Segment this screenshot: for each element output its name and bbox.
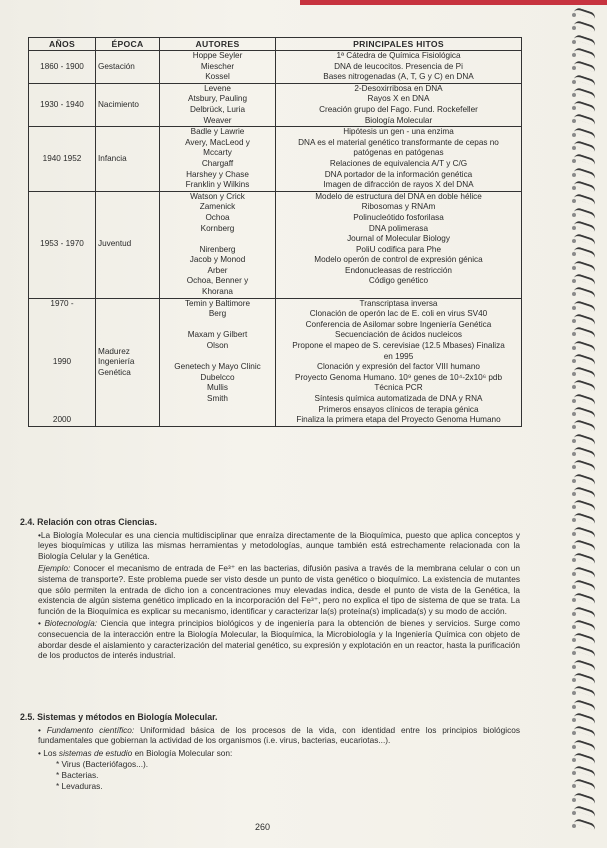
milestone-text: Proyecto Genoma Humano. 10⁹ genes de 10⁴-2x10⁶ pdb bbox=[294, 372, 503, 382]
punch-hole bbox=[572, 412, 576, 416]
punch-hole bbox=[572, 811, 576, 815]
milestone-text: Polinucleótido fosforilasa bbox=[353, 212, 444, 222]
punch-hole bbox=[572, 306, 576, 310]
punch-hole bbox=[572, 226, 576, 230]
milestones-cell bbox=[276, 298, 522, 426]
punch-hole bbox=[572, 26, 576, 30]
spiral-coil bbox=[574, 432, 597, 445]
punch-hole bbox=[572, 13, 576, 17]
spiral-coil bbox=[574, 259, 597, 272]
punch-hole bbox=[572, 558, 576, 562]
punch-hole bbox=[572, 745, 576, 749]
foundation-text: Uniformidad básica de los procesos de la vida, con identidad entre los principios biológicos fundamentales que gobiernan la actividad de los organismos (i.e. virus, bacterias, eucariotas...). bbox=[38, 724, 520, 746]
punch-hole bbox=[572, 824, 576, 828]
example-paragraph bbox=[38, 563, 520, 616]
punch-hole bbox=[572, 452, 576, 456]
spiral-coil bbox=[574, 60, 597, 73]
author-name: Mccarty bbox=[203, 148, 232, 158]
table-row bbox=[29, 83, 522, 126]
punch-hole bbox=[572, 80, 576, 84]
spiral-coil bbox=[574, 645, 597, 658]
milestone-text: DNA portador de la información genética bbox=[324, 169, 473, 179]
author-name: Genetech y Mayo Clinic bbox=[174, 362, 261, 372]
example-label: Ejemplo: bbox=[38, 563, 71, 574]
spiral-coil bbox=[574, 299, 597, 312]
section-2-4-paragraph: • La Biología Molecular es una ciencia multidisciplinar que enraíza directamente de la Bioquímica, puesto que aplica conceptos y leyes bioquímicas y utiliza las mismas herramientas y metodologías, aunque también está estrechamente relacionada con la Biología Celular y la Genética. bbox=[38, 530, 520, 562]
punch-hole bbox=[572, 199, 576, 203]
spiral-coil bbox=[574, 286, 597, 299]
list-item: * Levaduras. bbox=[56, 780, 103, 791]
author-name: Olson bbox=[206, 341, 229, 351]
milestones-cell bbox=[276, 83, 522, 126]
milestones-cell bbox=[276, 191, 522, 298]
author-name: Harshey y Chase bbox=[186, 169, 249, 179]
milestone-text: en 1995 bbox=[383, 351, 414, 361]
years-cell bbox=[29, 191, 96, 298]
milestone-text: 2-Desoxirribosa en DNA bbox=[354, 83, 443, 93]
punch-hole bbox=[572, 53, 576, 57]
spiral-coil bbox=[574, 326, 597, 339]
punch-hole bbox=[572, 213, 576, 217]
epoch-label: Infancia bbox=[98, 153, 127, 163]
punch-hole bbox=[572, 266, 576, 270]
spiral-coil bbox=[574, 765, 597, 778]
table-header-row bbox=[29, 38, 522, 51]
punch-hole bbox=[572, 439, 576, 443]
milestone-text: DNA es el material genético transformante de cepas no bbox=[298, 137, 499, 147]
spiral-coil bbox=[574, 539, 597, 552]
spiral-coil bbox=[574, 619, 597, 632]
spiral-coil bbox=[574, 87, 597, 100]
author-name: Nirenberg bbox=[199, 244, 236, 254]
spiral-coil bbox=[574, 113, 597, 126]
top-color-band bbox=[300, 0, 607, 5]
spiral-coil bbox=[574, 153, 597, 166]
spiral-coil bbox=[574, 166, 597, 179]
spiral-coil bbox=[574, 738, 597, 751]
milestone-text: Conferencia de Asilomar sobre Ingeniería Genética bbox=[305, 319, 492, 329]
punch-hole bbox=[572, 425, 576, 429]
spiral-coil bbox=[574, 725, 597, 738]
years-label: 1940 1952 bbox=[42, 153, 82, 163]
milestone-text: Modelo de estructura del DNA en doble hélice bbox=[315, 191, 482, 201]
author-name: Berg bbox=[208, 309, 227, 319]
milestone-text: Modelo operón de control de expresión génica bbox=[314, 255, 483, 265]
author-name: Franklin y Wilkins bbox=[185, 180, 250, 190]
years-label: 1953 - 1970 bbox=[40, 239, 84, 249]
spiral-coil bbox=[574, 392, 597, 405]
author-name: Avery, MacLeod y bbox=[185, 137, 250, 147]
list-item: * Virus (Bacteriófagos...). bbox=[56, 759, 149, 770]
spiral-coil bbox=[574, 791, 597, 804]
punch-hole bbox=[572, 758, 576, 762]
milestone-text: Primeros ensayos clínicos de terapia génica bbox=[318, 404, 479, 414]
punch-hole bbox=[572, 665, 576, 669]
spiral-coil bbox=[574, 632, 597, 645]
punch-hole bbox=[572, 465, 576, 469]
spiral-coil bbox=[574, 246, 597, 259]
authors-cell bbox=[160, 51, 276, 84]
page-number: 260 bbox=[255, 822, 271, 832]
punch-hole bbox=[572, 239, 576, 243]
foundation-paragraph bbox=[38, 725, 520, 746]
punch-hole bbox=[572, 705, 576, 709]
punch-hole bbox=[572, 651, 576, 655]
author-name: Kossel bbox=[205, 72, 230, 82]
epoch-cell bbox=[96, 298, 160, 426]
spiral-coil bbox=[574, 20, 597, 33]
author-name: Levene bbox=[204, 83, 231, 93]
systems-label: sistemas de estudio bbox=[58, 747, 133, 758]
milestone-text: Creación grupo del Fago. Fund. Rockefeller bbox=[319, 104, 478, 114]
punch-hole bbox=[572, 718, 576, 722]
spiral-coil bbox=[574, 100, 597, 113]
punch-hole bbox=[572, 385, 576, 389]
author-name: Smith bbox=[207, 394, 228, 404]
spiral-coil bbox=[574, 140, 597, 153]
spiral-coil bbox=[574, 339, 597, 352]
author-name: Temin y Baltimore bbox=[184, 298, 251, 308]
milestone-text: 1ª Cátedra de Química Fisiológica bbox=[336, 51, 461, 60]
punch-hole bbox=[572, 585, 576, 589]
spiral-coil bbox=[574, 379, 597, 392]
spiral-coil bbox=[574, 685, 597, 698]
years-label: 1930 - 1940 bbox=[40, 99, 84, 109]
punch-hole bbox=[572, 93, 576, 97]
spiral-coil bbox=[574, 805, 597, 818]
punch-hole bbox=[572, 505, 576, 509]
milestone-text: DNA de leucocitos. Presencia de Pi bbox=[334, 61, 463, 71]
years-cell bbox=[29, 298, 96, 426]
years-label: 1860 - 1900 bbox=[40, 61, 84, 71]
spiral-coil bbox=[574, 459, 597, 472]
punch-hole bbox=[572, 66, 576, 70]
punch-hole bbox=[572, 40, 576, 44]
punch-hole bbox=[572, 771, 576, 775]
table-row bbox=[29, 51, 522, 84]
milestones-cell bbox=[276, 51, 522, 84]
epoch-label: Gestación bbox=[98, 61, 135, 71]
spiral-coil bbox=[574, 353, 597, 366]
spiral-coil bbox=[574, 273, 597, 286]
author-name: Mullis bbox=[207, 383, 228, 393]
punch-hole bbox=[572, 332, 576, 336]
years-label: 1990 bbox=[52, 357, 72, 366]
author-name: Miescher bbox=[200, 61, 235, 71]
punch-hole bbox=[572, 572, 576, 576]
section-2-4-title: 2.4. Relación con otras Ciencias. bbox=[20, 517, 157, 527]
punch-hole bbox=[572, 146, 576, 150]
spiral-coil bbox=[574, 47, 597, 60]
epoch-cell bbox=[96, 127, 160, 192]
spiral-coil bbox=[574, 313, 597, 326]
systems-text: en Biología Molecular son: bbox=[134, 747, 233, 758]
epoch-label: Juventud bbox=[98, 239, 132, 249]
author-name bbox=[162, 405, 273, 416]
biotech-text: Ciencia que integra principios biológicos y de ingeniería para la obtención de bienes y servicios. Surge como consecuencia de la interacción entre la Biología Molecular, la Bioquímica, la Microbiología y la Ingeniería Química con objeto de abordar desde el aislamiento y caracterización del material genético, su expresión y explotación en un reactor, hasta la purificación de los productos de interés industrial. bbox=[38, 618, 521, 661]
epoch-label: Nacimiento bbox=[98, 99, 139, 109]
punch-hole bbox=[572, 399, 576, 403]
biotech-label: Biotecnología: bbox=[44, 618, 98, 629]
punch-hole bbox=[572, 119, 576, 123]
milestone-text: Hipótesis un gen - una enzima bbox=[343, 127, 454, 137]
punch-hole bbox=[572, 492, 576, 496]
punch-hole bbox=[572, 612, 576, 616]
spiral-coil bbox=[574, 712, 597, 725]
punch-hole bbox=[572, 186, 576, 190]
punch-hole bbox=[572, 346, 576, 350]
spiral-coil bbox=[574, 565, 597, 578]
milestone-text: PoliU codifica para Phe bbox=[355, 244, 442, 254]
spiral-coil bbox=[574, 419, 597, 432]
punch-hole bbox=[572, 133, 576, 137]
spiral-coil bbox=[574, 7, 597, 20]
punch-hole bbox=[572, 359, 576, 363]
punch-hole bbox=[572, 691, 576, 695]
table-row bbox=[29, 127, 522, 192]
spiral-coil bbox=[574, 486, 597, 499]
section-2-5 bbox=[20, 712, 520, 791]
author-name bbox=[162, 415, 273, 426]
punch-hole bbox=[572, 479, 576, 483]
spiral-coil bbox=[574, 579, 597, 592]
spiral-coil bbox=[574, 193, 597, 206]
author-name: Watson y Crick bbox=[190, 191, 245, 201]
spiral-coil bbox=[574, 592, 597, 605]
years-cell bbox=[29, 51, 96, 84]
milestone-text: Clonación y expresión del factor VIII humano bbox=[317, 362, 480, 372]
authors-cell bbox=[160, 127, 276, 192]
milestone-text: DNA polimerasa bbox=[368, 223, 429, 233]
author-name: Delbrück, Luria bbox=[189, 104, 246, 114]
spiral-coil bbox=[574, 605, 597, 618]
milestones-cell bbox=[276, 127, 522, 192]
years-label: 2000 bbox=[52, 415, 72, 425]
systems-prefix: Los bbox=[43, 747, 57, 758]
milestone-text: Relaciones de equivalencia A/T y C/G bbox=[329, 158, 468, 168]
spiral-coil bbox=[574, 33, 597, 46]
spiral-coil bbox=[574, 552, 597, 565]
author-name: Khorana bbox=[202, 287, 233, 297]
author-name bbox=[162, 320, 273, 331]
section-2-5-title: 2.5. Sistemas y métodos en Biología Molecular. bbox=[20, 712, 218, 722]
punch-hole bbox=[572, 106, 576, 110]
author-name: Dubelcco bbox=[200, 372, 235, 382]
epoch-cell bbox=[96, 51, 160, 84]
spiral-coil bbox=[574, 752, 597, 765]
milestone-text: Técnica PCR bbox=[374, 383, 423, 393]
epoch-cell bbox=[96, 83, 160, 126]
years-cell bbox=[29, 83, 96, 126]
milestone-text: Endonucleasas de restricción bbox=[345, 265, 452, 275]
authors-cell bbox=[160, 191, 276, 298]
milestone-text: Bases nitrogenadas (A, T, G y C) en DNA bbox=[323, 72, 474, 82]
author-name: Kornberg bbox=[200, 223, 235, 233]
milestone-text: Propone el mapeo de S. cerevisiae (12.5 Mbases) Finaliza bbox=[292, 341, 505, 351]
milestone-text: Finaliza la primera etapa del Proyecto Genoma Humano bbox=[296, 415, 501, 425]
punch-hole bbox=[572, 279, 576, 283]
spiral-binding bbox=[572, 10, 602, 840]
spiral-coil bbox=[574, 818, 597, 831]
spiral-coil bbox=[574, 126, 597, 139]
years-cell bbox=[29, 127, 96, 192]
milestone-text: patógenas en patógenas bbox=[353, 148, 444, 158]
punch-hole bbox=[572, 545, 576, 549]
author-name bbox=[162, 352, 273, 363]
systems-paragraph bbox=[38, 748, 520, 759]
spiral-coil bbox=[574, 233, 597, 246]
milestone-text: Transcriptasa inversa bbox=[359, 298, 438, 308]
authors-cell bbox=[160, 83, 276, 126]
epoch-cell bbox=[96, 191, 160, 298]
spiral-coil bbox=[574, 778, 597, 791]
milestone-text: Biología Molecular bbox=[364, 115, 433, 125]
spiral-coil bbox=[574, 698, 597, 711]
punch-hole bbox=[572, 319, 576, 323]
punch-hole bbox=[572, 518, 576, 522]
systems-list bbox=[56, 759, 520, 791]
punch-hole bbox=[572, 798, 576, 802]
milestone-text: Secuenciación de ácidos nucleicos bbox=[335, 330, 462, 340]
header-milestones: PRINCIPALES HITOS bbox=[276, 38, 522, 51]
years-label: 1970 - bbox=[50, 298, 74, 308]
history-table bbox=[28, 37, 522, 427]
milestone-text: Síntesis química automatizada de DNA y RNA bbox=[314, 394, 483, 404]
spiral-coil bbox=[574, 512, 597, 525]
milestone-text: Código genético bbox=[368, 276, 429, 286]
spiral-coil bbox=[574, 672, 597, 685]
milestone-text: Journal of Molecular Biology bbox=[347, 234, 450, 244]
punch-hole bbox=[572, 598, 576, 602]
author-name: Zamenick bbox=[199, 202, 236, 212]
header-epoch: ÉPOCA bbox=[96, 38, 160, 51]
milestone-text: Ribosomas y RNAm bbox=[361, 202, 436, 212]
spiral-coil bbox=[574, 446, 597, 459]
header-years: AÑOS bbox=[29, 38, 96, 51]
header-authors: AUTORES bbox=[160, 38, 276, 51]
punch-hole bbox=[572, 173, 576, 177]
punch-hole bbox=[572, 159, 576, 163]
author-name: Maxam y Gilbert bbox=[187, 330, 248, 340]
epoch-label: Madurez Ingeniería Genética bbox=[98, 346, 135, 377]
authors-cell bbox=[160, 298, 276, 426]
example-text: Conocer el mecanismo de entrada de Fe³⁺ en las bacterias, difusión pasiva a través de la membrana celular o con un sistema de transporte?. Este problema puede ser visto desde un punto de vista genético o bioquímico. La existencia de mutantes que sólo permiten la entrada de dicho ion a concentraciones muy elevadas indica, desde el punto de vista de la Genética, la existencia de algún sistema genético implicado en la incorporación del Fe³⁺, pero no explica el tipo de sistema de que se trata. La función de la Bioquímica es explicar su mecanismo, identificar y caracterizar la(s) proteína(s) implicada(s) y su modo de acción. bbox=[38, 563, 520, 616]
punch-hole bbox=[572, 731, 576, 735]
punch-hole bbox=[572, 252, 576, 256]
punch-hole bbox=[572, 625, 576, 629]
milestone-text: Clonación de operón lac de E. coli en virus SV40 bbox=[309, 309, 488, 319]
spiral-coil bbox=[574, 366, 597, 379]
biotech-paragraph bbox=[38, 618, 520, 660]
author-name: Weaver bbox=[203, 115, 232, 125]
section-2-4 bbox=[20, 517, 520, 661]
punch-hole bbox=[572, 638, 576, 642]
spiral-coil bbox=[574, 472, 597, 485]
spiral-coil bbox=[574, 525, 597, 538]
list-item: * Bacterias. bbox=[56, 769, 99, 780]
milestone-text bbox=[278, 287, 519, 298]
author-name: Jacob y Monod bbox=[189, 255, 246, 265]
punch-hole bbox=[572, 372, 576, 376]
author-name: Hoppe Seyler bbox=[192, 51, 243, 60]
spiral-coil bbox=[574, 658, 597, 671]
table-row bbox=[29, 298, 522, 426]
spiral-coil bbox=[574, 73, 597, 86]
punch-hole bbox=[572, 784, 576, 788]
punch-hole bbox=[572, 292, 576, 296]
foundation-label: Fundamento científico: bbox=[46, 724, 135, 735]
milestone-text: Rayos X en DNA bbox=[367, 94, 430, 104]
author-name bbox=[162, 234, 273, 245]
author-name: Ochoa bbox=[205, 212, 230, 222]
punch-hole bbox=[572, 678, 576, 682]
spiral-coil bbox=[574, 499, 597, 512]
spiral-coil bbox=[574, 180, 597, 193]
punch-hole bbox=[572, 532, 576, 536]
author-name: Ochoa, Benner y bbox=[186, 276, 249, 286]
spiral-coil bbox=[574, 406, 597, 419]
author-name: Arber bbox=[207, 265, 228, 275]
table-row bbox=[29, 191, 522, 298]
spiral-coil bbox=[574, 206, 597, 219]
author-name: Badle y Lawrie bbox=[190, 127, 245, 137]
milestone-text: Imagen de difracción de rayos X del DNA bbox=[323, 180, 474, 190]
spiral-coil bbox=[574, 220, 597, 233]
author-name: Chargaff bbox=[201, 158, 234, 168]
author-name: Atsbury, Pauling bbox=[187, 94, 247, 104]
